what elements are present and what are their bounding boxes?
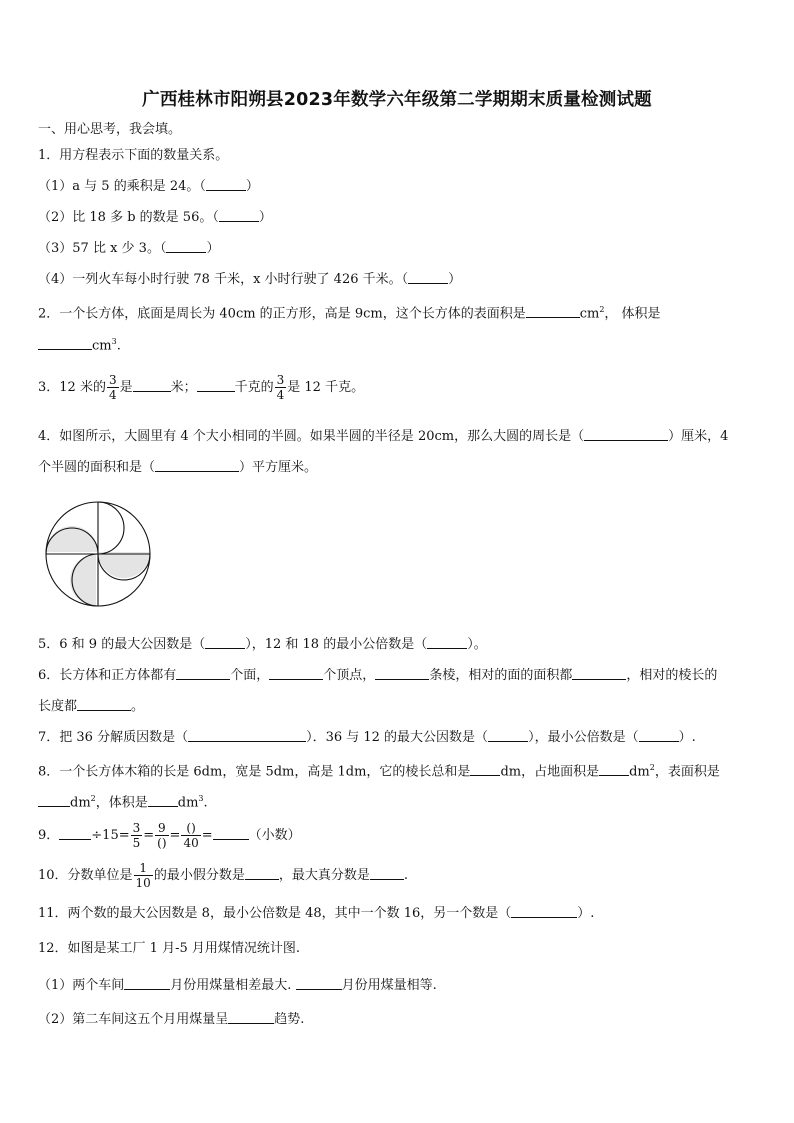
answer-blank[interactable] [219, 209, 259, 222]
answer-blank[interactable] [176, 667, 230, 680]
answer-blank[interactable] [427, 636, 467, 649]
q6-line-2: 长度都 。 [38, 699, 145, 714]
answer-blank[interactable] [38, 794, 70, 807]
page-title: 广西桂林市阳朔县2023年数学六年级第二学期期末质量检测试题 [142, 90, 652, 110]
answer-blank[interactable] [599, 763, 629, 776]
fraction: $\frac{3}{4}$ [276, 373, 285, 402]
answer-blank[interactable] [206, 178, 246, 191]
q8-line-2: $dm^2$，体积是 $dm^3$. [38, 791, 208, 811]
q12-item-1: （1）两个车间 月份用煤量相差最大. 月份用煤量相等. [38, 978, 437, 993]
answer-blank[interactable] [488, 729, 528, 742]
q6-line-1: 6．长方体和正方体都有 个面， 个顶点， 条棱，相对的面的面积都 ，相对的棱长的 [38, 668, 718, 683]
shaded-semicircle-right [98, 552, 150, 578]
answer-blank[interactable] [269, 667, 323, 680]
q10-line: 10．分数单位是 $\frac{1}{10}$ 的最小假分数是 ，最大真分数是 . [38, 861, 408, 890]
answer-blank[interactable] [639, 729, 679, 742]
answer-blank[interactable] [77, 698, 131, 711]
answer-blank[interactable] [188, 729, 306, 742]
shaded-semicircle-left [46, 526, 98, 552]
answer-blank[interactable] [245, 867, 279, 880]
q2-line-1: 2．一个长方体，底面是周长为 40cm 的正方形，高是 9cm，这个长方体的表面积是 $cm^2$， 体积是 [38, 305, 661, 322]
answer-blank[interactable] [584, 428, 668, 441]
answer-blank[interactable] [526, 305, 580, 318]
answer-blank[interactable] [213, 827, 249, 840]
fraction: $\frac{3}{5}$ [132, 821, 141, 850]
section-heading: 一、用心思考，我会填。 [38, 122, 182, 137]
semicircle-top [98, 502, 124, 554]
fraction: $\frac{9}{()}$ [157, 821, 167, 850]
fraction: $\frac{()}{40}$ [183, 821, 199, 850]
q1-heading: 1．用方程表示下面的数量关系。 [38, 148, 229, 163]
answer-blank[interactable] [166, 240, 206, 253]
answer-blank[interactable] [370, 867, 404, 880]
answer-blank[interactable] [155, 459, 239, 472]
circle-semicircles-figure [40, 496, 156, 612]
answer-blank[interactable] [38, 337, 92, 350]
q8-line-1: 8．一个长方体木箱的长是 6dm，宽是 5dm，高是 1dm，它的棱长总和是 dm，占地面积是 $dm^2$，表面积是 [38, 763, 720, 780]
fraction: $\frac{3}{4}$ [108, 373, 117, 402]
q9-line: 9． ÷15= $\frac{3}{5}$ = $\frac{9}{()}$ = $\frac{()}{40}$ = （小数） [38, 821, 301, 850]
answer-blank[interactable] [511, 905, 577, 918]
q1-item-4: （4）一列火车每小时行驶 78 千米，x 小时行驶了 426 千米。（ ） [38, 272, 462, 287]
q7-line: 7．把 36 分解质因数是（ ）．36 与 12 的最大公因数是（ ），最小公倍数是（ ）. [38, 730, 696, 745]
q1-item-2: （2）比 18 多 b 的数是 56。（ ） [38, 210, 272, 225]
answer-blank[interactable] [59, 827, 91, 840]
q1-item-1: （1）a 与 5 的乘积是 24。（ ） [38, 179, 259, 194]
q4-line-2: 个半圆的面积和是（ ）平方厘米。 [38, 460, 318, 475]
answer-blank[interactable] [133, 379, 171, 392]
answer-blank[interactable] [408, 271, 448, 284]
answer-blank[interactable] [197, 379, 235, 392]
q12-item-2: （2）第二车间这五个月用煤量呈 趋势. [38, 1012, 305, 1027]
answer-blank[interactable] [470, 763, 500, 776]
answer-blank[interactable] [148, 794, 178, 807]
answer-blank[interactable] [375, 667, 429, 680]
answer-blank[interactable] [572, 667, 626, 680]
q5-line: 5．6 和 9 的最大公因数是（ ），12 和 18 的最小公倍数是（ ）。 [38, 637, 487, 652]
answer-blank[interactable] [124, 977, 170, 990]
q1-item-3: （3）57 比 x 少 3。（ ） [38, 241, 220, 256]
q4-line-1: 4．如图所示，大圆里有 4 个大小相同的半圆。如果半圆的半径是 20cm，那么大圆的周长是（ ）厘米，4 [38, 429, 729, 444]
q11-line: 11．两个数的最大公因数是 8，最小公倍数是 48，其中一个数 16，另一个数是（ ）. [38, 906, 595, 921]
q3-line: 3．12 米的 $\frac{3}{4}$ 是 米； 千克的 $\frac{3}{4}$ 是 12 千克。 [38, 373, 365, 402]
answer-blank[interactable] [296, 977, 342, 990]
fraction: $\frac{1}{10}$ [135, 861, 151, 890]
q12-heading: 12．如图是某工厂 1 月-5 月用煤情况统计图. [38, 941, 301, 956]
shaded-semicircle-bottom [70, 554, 96, 606]
q2-line-2: $cm^3$. [38, 334, 121, 354]
answer-blank[interactable] [228, 1011, 274, 1024]
answer-blank[interactable] [205, 636, 245, 649]
